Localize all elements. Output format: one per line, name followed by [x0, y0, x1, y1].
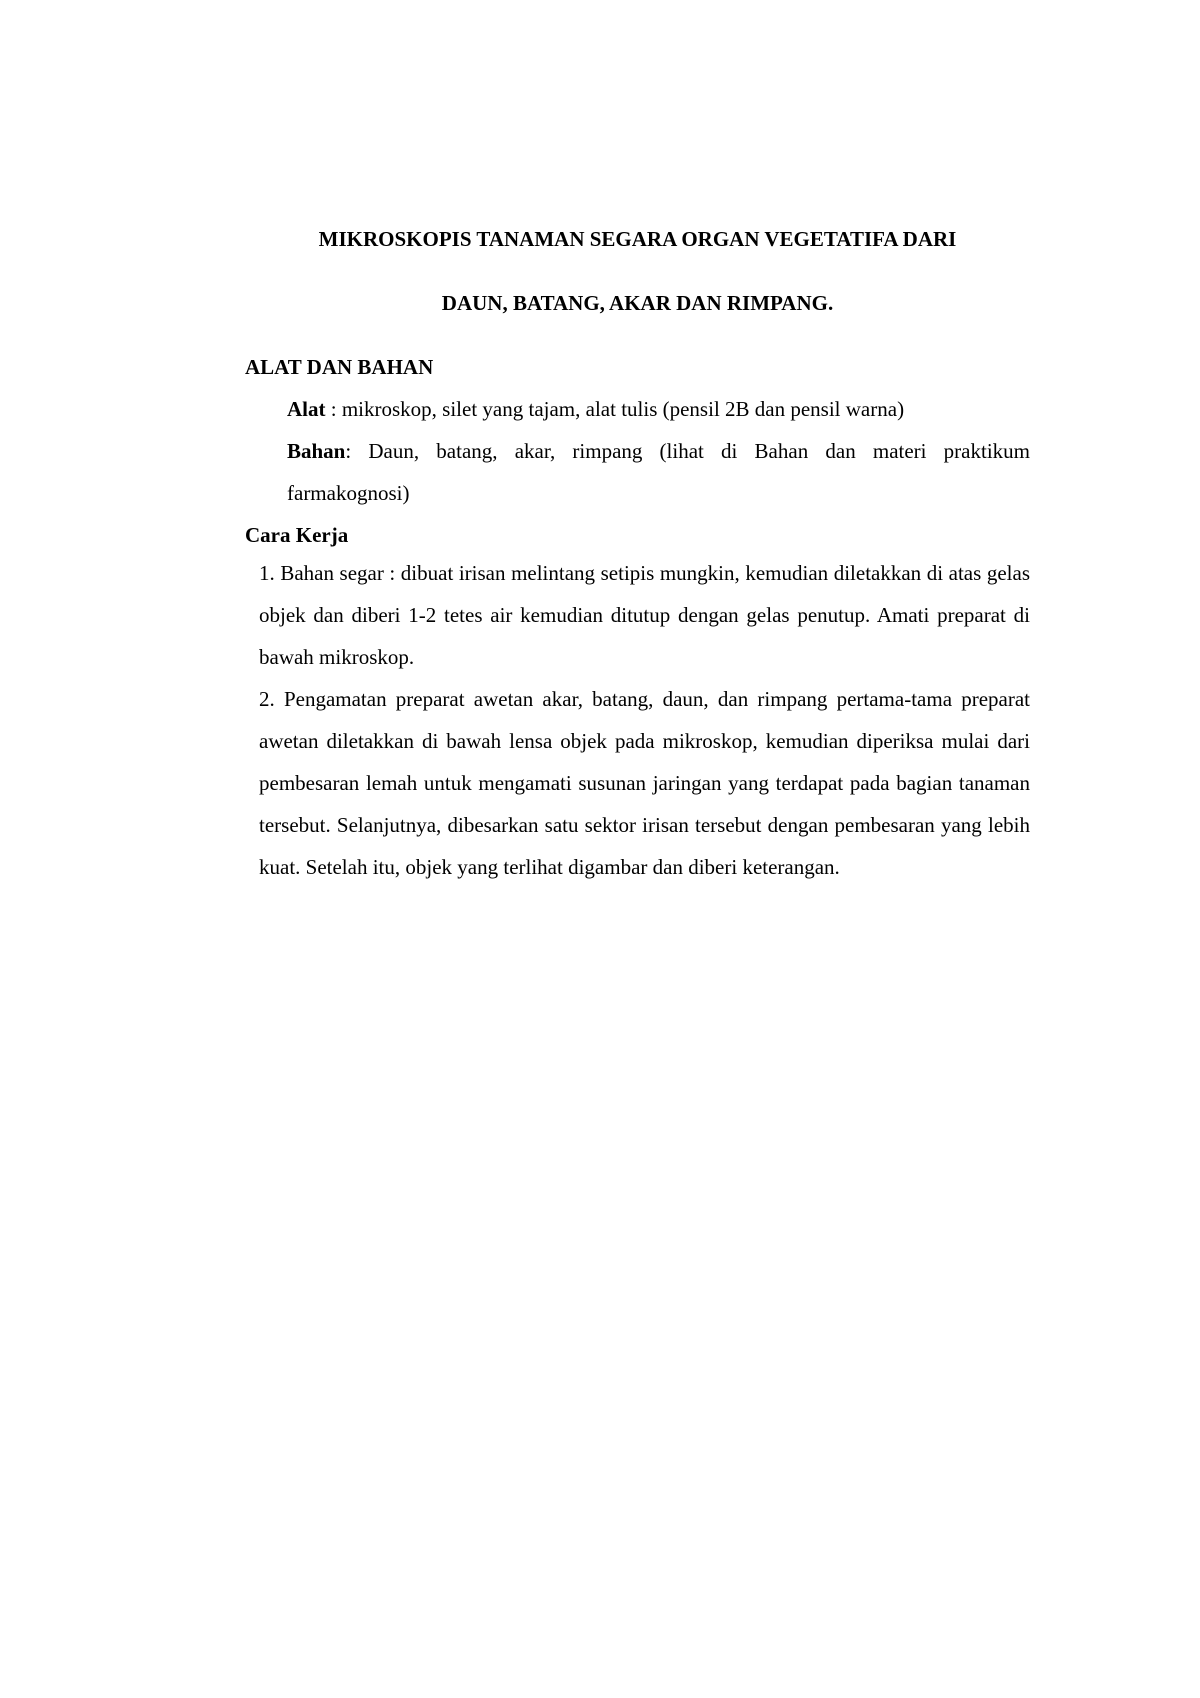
title-line-1: MIKROSKOPIS TANAMAN SEGARA ORGAN VEGETATIFA DARI: [318, 227, 957, 251]
title-line-2: DAUN, BATANG, AKAR DAN RIMPANG.: [441, 291, 834, 315]
section-heading-cara-kerja: Cara Kerja: [245, 523, 349, 547]
section-heading-alat-bahan: ALAT DAN BAHAN: [245, 355, 434, 379]
document-content: [245, 224, 1030, 888]
alat-paragraph: [287, 388, 1030, 430]
alat-text: : mikroskop, silet yang tajam, alat tulis (pensil 2B dan pensil warna): [325, 397, 905, 421]
list-item: 1. Bahan segar : dibuat irisan melintang setipis mungkin, kemudian diletakkan di atas gelas objek dan diberi 1-2 tetes air kemudian ditutup dengan gelas penutup. Amati preparat di bawah mikroskop.: [259, 561, 1030, 669]
bahan-text: : Daun, batang, akar, rimpang (lihat di Bahan dan materi praktikum farmakognosi): [287, 439, 1030, 505]
steps-list: [259, 552, 1030, 888]
alat-label: Alat: [287, 397, 326, 421]
bahan-label: Bahan: [287, 439, 346, 463]
alat-bahan-block: [287, 388, 1030, 514]
list-item: 2. Pengamatan preparat awetan akar, batang, daun, dan rimpang pertama-tama preparat awetan diletakkan di bawah lensa objek pada mikroskop, kemudian diperiksa mulai dari pembesaran lemah untuk mengamati susunan jaringan yang terdapat pada bagian tanaman tersebut. Selanjutnya, dibesarkan satu sektor irisan tersebut dengan pembesaran yang lebih kuat. Setelah itu, objek yang terlihat digambar dan diberi keterangan.: [259, 687, 1030, 879]
bahan-paragraph: [287, 430, 1030, 514]
